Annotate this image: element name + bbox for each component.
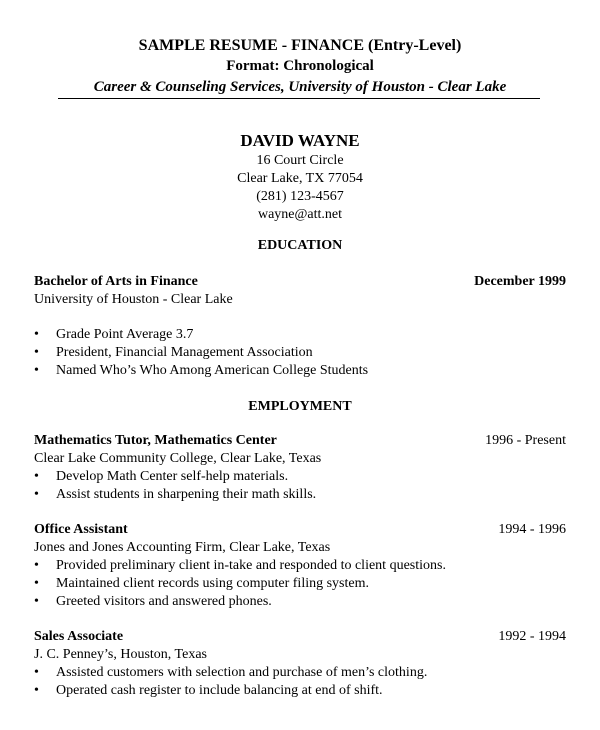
list-item: • Provided preliminary client in-take and responded to client questions. [34,557,446,575]
school: University of Houston - Clear Lake [34,292,233,307]
job-bullets [34,557,446,611]
degree-date: December 1999 [474,274,566,289]
education-heading: EDUCATION [257,238,343,253]
job-dates: 1992 - 1994 [498,629,566,644]
address-line-2: Clear Lake, TX 77054 [237,171,363,186]
header-divider [58,98,540,99]
job-title: Office Assistant [34,522,128,537]
list-item: • Grade Point Average 3.7 [34,326,368,344]
email: wayne@att.net [257,207,343,222]
list-item: • Named Who’s Who Among American College Students [34,362,368,380]
list-item: • Assist students in sharpening their math skills. [34,486,316,504]
list-item: • Develop Math Center self-help materials. [34,468,316,486]
phone: (281) 123-4567 [256,189,344,204]
list-item: • Maintained client records using computer filing system. [34,575,446,593]
job-employer: Jones and Jones Accounting Firm, Clear Lake, Texas [34,540,331,555]
job-title: Mathematics Tutor, Mathematics Center [34,433,277,448]
list-item: • Assisted customers with selection and purchase of men’s clothing. [34,664,427,682]
address-line-1: 16 Court Circle [256,153,344,168]
job-bullets [34,468,316,504]
job-employer: J. C. Penney’s, Houston, Texas [34,647,207,662]
list-item: • President, Financial Management Association [34,344,368,362]
candidate-name: DAVID WAYNE [240,131,360,150]
source-line: Career & Counseling Services, University of Houston - Clear Lake [93,79,507,95]
job-dates: 1996 - Present [485,433,566,448]
degree: Bachelor of Arts in Finance [34,274,198,289]
education-bullets [34,326,368,380]
job-employer: Clear Lake Community College, Clear Lake, Texas [34,451,322,466]
job-bullets [34,664,427,700]
job-title: Sales Associate [34,629,124,644]
employment-heading: EMPLOYMENT [248,399,352,414]
job-dates: 1994 - 1996 [498,522,566,537]
list-item: • Greeted visitors and answered phones. [34,593,446,611]
list-item: • Operated cash register to include balancing at end of shift. [34,682,427,700]
format-line: Format: Chronological [226,58,374,74]
document-title: SAMPLE RESUME - FINANCE (Entry-Level) [138,37,462,54]
